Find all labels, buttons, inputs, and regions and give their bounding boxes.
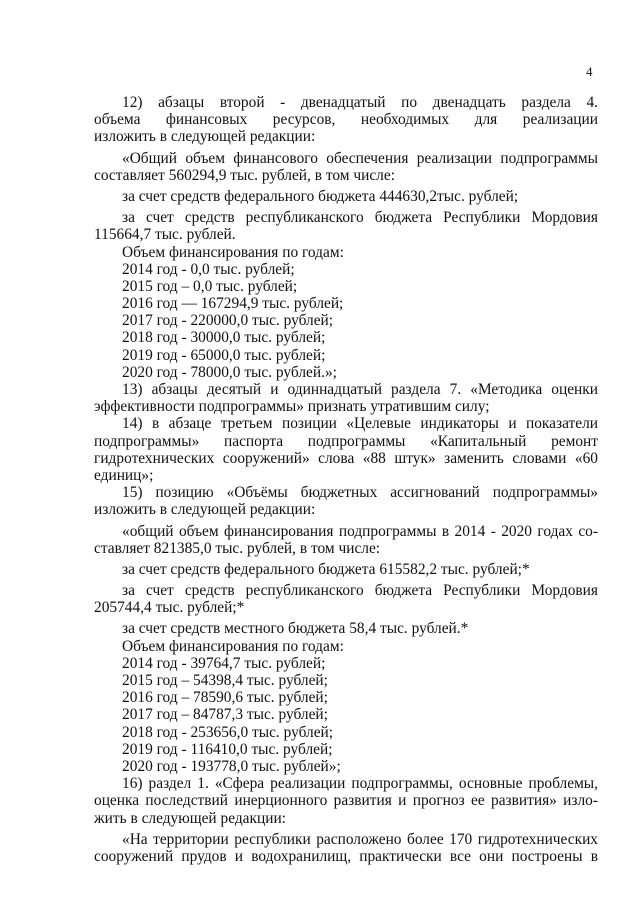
text-line: эффективности подпрограммы» признать утратившим силу; [94, 398, 490, 416]
text-line: 2019 год - 65000,0 тыс. рублей; [122, 346, 326, 364]
text-line: за счет средств федерального бюджета 444630,2тыс. рублей; [122, 187, 519, 205]
text-line: 2014 год - 39764,7 тыс. рублей; [122, 654, 326, 672]
text-line: изложить в следующей редакции: [94, 501, 316, 519]
page-number: 4 [586, 64, 593, 79]
text-line: гидротехнических сооружений» слова «88 штук» заменить словами «60 [94, 449, 598, 467]
text-line: ставляет 821385,0 тыс. рублей, в том числе: [94, 539, 381, 557]
document-body [94, 94, 598, 865]
text-line: за счет средств федерального бюджета 615582,2 тыс. рублей;* [122, 560, 530, 578]
text-line: 2016 год – 78590,6 тыс. рублей; [122, 689, 328, 707]
text-line: 2014 год - 0,0 тыс. рублей; [122, 260, 295, 278]
text-line: Объем финансирования по годам: [122, 243, 344, 261]
text-line: 2018 год - 253656,0 тыс. рублей; [122, 723, 334, 741]
text-line: 2017 год – 84787,3 тыс. рублей; [122, 706, 328, 724]
text-line: 2019 год - 116410,0 тыс. рублей; [122, 740, 333, 758]
text-line: единиц»; [94, 466, 154, 484]
text-line: объема финансовых ресурсов, необходимых для реализации [94, 111, 598, 129]
text-line: сооружений прудов и водохранилищ, практически все они построены в [94, 847, 598, 865]
text-line: 2017 год - 220000,0 тыс. рублей; [122, 312, 334, 330]
text-line: «общий объем финансирования подпрограммы в 2014 - 2020 годах со- [122, 522, 598, 540]
text-line: изложить в следующей редакции: [94, 128, 316, 146]
text-line: 15) позицию «Объёмы бюджетных ассигнований подпрограммы» [122, 484, 598, 502]
text-line: 205744,4 тыс. рублей;* [94, 599, 245, 617]
text-line: жить в следующей редакции: [94, 809, 286, 827]
text-line: 2020 год - 193778,0 тыс. рублей»; [122, 757, 341, 775]
text-line: 2015 год – 54398,4 тыс. рублей; [122, 672, 328, 689]
text-line: 14) в абзаце третьем позиции «Целевые индикаторы и показатели [122, 415, 598, 433]
text-line: «На территории республики расположено более 170 гидротехнических [122, 830, 598, 848]
text-line: 16) раздел 1. «Сфера реализации подпрограммы, основные проблемы, [122, 775, 598, 793]
text-line: 13) абзацы десятый и одиннадцатый раздела 7. «Методика оценки [122, 381, 598, 398]
text-line: оценка последствий инерционного развития и прогноз ее развития» изло- [94, 792, 598, 810]
text-line: 12) абзацы второй - двенадцатый по двенадцать раздела 4. [122, 94, 598, 111]
text-line: за счет средств республиканского бюджета Республики Мордовия [122, 582, 598, 600]
text-line: 2020 год - 78000,0 тыс. рублей.»; [122, 363, 337, 381]
text-line: 2016 год — 167294,9 тыс. рублей; [122, 295, 344, 313]
text-line: подпрограммы» паспорта подпрограммы «Капитальный ремонт [94, 432, 598, 450]
text-line: Объем финансирования по годам: [122, 637, 344, 655]
text-line: «Общий объем финансового обеспечения реализации подпрограммы [122, 149, 598, 167]
text-line: составляет 560294,9 тыс. рублей, в том числе: [94, 166, 395, 184]
text-line: 115664,7 тыс. рублей. [94, 226, 236, 244]
text-line: 2015 год – 0,0 тыс. рублей; [122, 277, 298, 295]
text-line: за счет средств республиканского бюджета Республики Мордовия [122, 209, 598, 227]
text-line: 2018 год - 30000,0 тыс. рублей; [122, 329, 326, 347]
text-line: за счет средств местного бюджета 58,4 тыс. рублей.* [122, 620, 469, 638]
